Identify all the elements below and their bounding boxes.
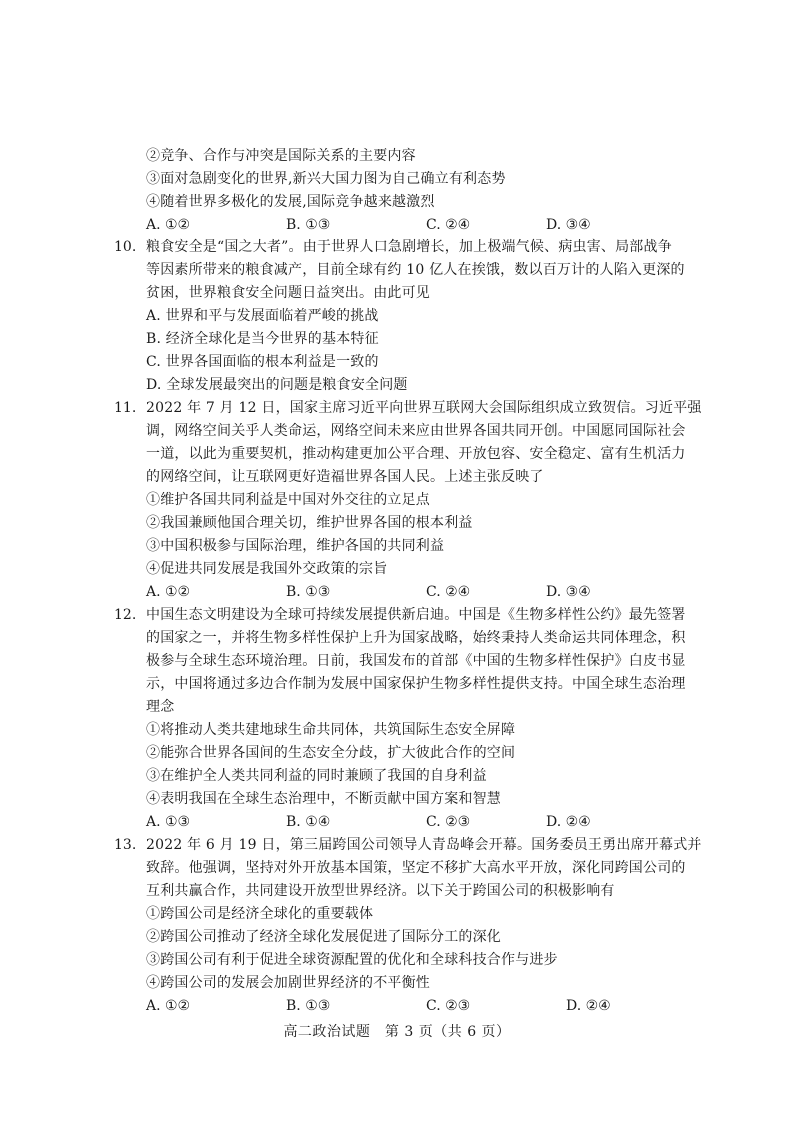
option-a: A. ①③ xyxy=(146,814,191,830)
choice-b: B. 经济全球化是当今世界的基本特征 xyxy=(146,331,379,347)
statement-3: ③面对急剧变化的世界,新兴大国力图为自己确立有利态势 xyxy=(146,171,506,187)
option-d: D. ②④ xyxy=(546,814,591,830)
statement-4: ④跨国公司的发展会加剧世界经济的不平衡性 xyxy=(146,975,430,991)
option-d: D. ②④ xyxy=(566,998,611,1014)
question-text: 理念 xyxy=(146,699,175,715)
option-c: C. ②③ xyxy=(426,814,471,830)
question-number: 13. xyxy=(114,837,137,853)
statement-1: ①维护各国共同利益是中国对外交往的立足点 xyxy=(146,492,430,508)
question-text: 贫困，世界粮食安全问题日益突出。由此可见 xyxy=(146,285,430,301)
statement-4: ④促进共同发展是我国外交政策的宗旨 xyxy=(146,561,388,577)
statement-2: ②能弥合世界各国间的生态安全分歧，扩大彼此合作的空间 xyxy=(146,745,516,761)
choice-c: C. 世界各国面临的根本利益是一致的 xyxy=(146,354,379,370)
question-text: 极参与全球生态环境治理。日前，我国发布的首部《中国的生物多样性保护》白皮书显 xyxy=(146,653,686,669)
question-text: 致辞。他强调，坚持对外开放基本国策，坚定不移扩大高水平开放，深化同跨国公司的 xyxy=(146,860,686,876)
question-text: 示，中国将通过多边合作制为发展中国家保护生物多样性提供支持。中国全球生态治理 xyxy=(146,676,686,692)
option-c: C. ②④ xyxy=(426,217,471,233)
question-number: 11. xyxy=(114,400,137,416)
option-c: C. ②④ xyxy=(426,584,471,600)
option-a: A. ①② xyxy=(146,217,191,233)
option-d: D. ③④ xyxy=(546,584,591,600)
question-number: 10. xyxy=(114,239,137,255)
option-b: B. ①③ xyxy=(286,584,331,600)
statement-1: ①跨国公司是经济全球化的重要载体 xyxy=(146,906,374,922)
option-b: B. ①③ xyxy=(286,998,331,1014)
statement-2: ②跨国公司推动了经济全球化发展促进了国际分工的深化 xyxy=(146,929,501,945)
page-footer: 高二政治试题 第 3 页（共 6 页） xyxy=(283,1024,511,1040)
question-text: 2022 年 7 月 12 日，国家主席习近平向世界互联网大会国际组织成立致贺信。习近平强 xyxy=(146,400,702,416)
option-b: B. ①③ xyxy=(286,217,331,233)
statement-1: ①将推动人类共建地球生命共同体，共筑国际生态安全屏障 xyxy=(146,722,516,738)
statement-4: ④随着世界多极化的发展,国际竞争越来越激烈 xyxy=(146,194,435,210)
statement-3: ③中国积极参与国际治理，维护各国的共同利益 xyxy=(146,538,445,554)
question-text: 互利共赢合作，共同建设开放型世界经济。以下关于跨国公司的积极影响有 xyxy=(146,883,615,899)
option-a: A. ①② xyxy=(146,998,191,1014)
question-text: 2022 年 6 月 19 日，第三届跨国公司领导人青岛峰会开幕。国务委员王勇出席开幕式并 xyxy=(146,837,702,853)
question-text: 粮食安全是“国之大者”。由于世界人口急剧增长，加上极端气候、病虫害、局部战争 xyxy=(146,239,672,255)
question-number: 12. xyxy=(114,607,137,623)
statement-4: ④表明我国在全球生态治理中，不断贡献中国方案和智慧 xyxy=(146,791,501,807)
question-text: 等因素所带来的粮食减产，目前全球有约 10 亿人在挨饿，数以百万计的人陷入更深的 xyxy=(146,262,685,278)
question-text: 的网络空间，让互联网更好造福世界各国人民。上述主张反映了 xyxy=(146,469,544,485)
statement-3: ③跨国公司有利于促进全球资源配置的优化和全球科技合作与进步 xyxy=(146,952,558,968)
option-a: A. ①② xyxy=(146,584,191,600)
question-text: 调，网络空间关乎人类命运，网络空间未来应由世界各国共同开创。中国愿同国际社会 xyxy=(146,423,686,439)
question-text: 中国生态文明建设为全球可持续发展提供新启迪。中国是《生物多样性公约》最先签署 xyxy=(146,607,686,623)
question-text: 一道，以此为重要契机，推动构建更加公平合理、开放包容、安全稳定、富有生机活力 xyxy=(146,446,686,462)
statement-2: ②我国兼顾他国合理关切，维护世界各国的根本利益 xyxy=(146,515,473,531)
statement-2: ②竞争、合作与冲突是国际关系的主要内容 xyxy=(146,148,416,164)
option-b: B. ①④ xyxy=(286,814,331,830)
question-text: 的国家之一，并将生物多样性保护上升为国家战略，始终秉持人类命运共同体理念，积 xyxy=(146,630,686,646)
option-c: C. ②③ xyxy=(426,998,471,1014)
option-d: D. ③④ xyxy=(546,217,591,233)
choice-d: D. 全球发展最突出的问题是粮食安全问题 xyxy=(146,377,408,393)
choice-a: A. 世界和平与发展面临着严峻的挑战 xyxy=(146,308,379,324)
statement-3: ③在维护全人类共同利益的同时兼顾了我国的自身利益 xyxy=(146,768,487,784)
